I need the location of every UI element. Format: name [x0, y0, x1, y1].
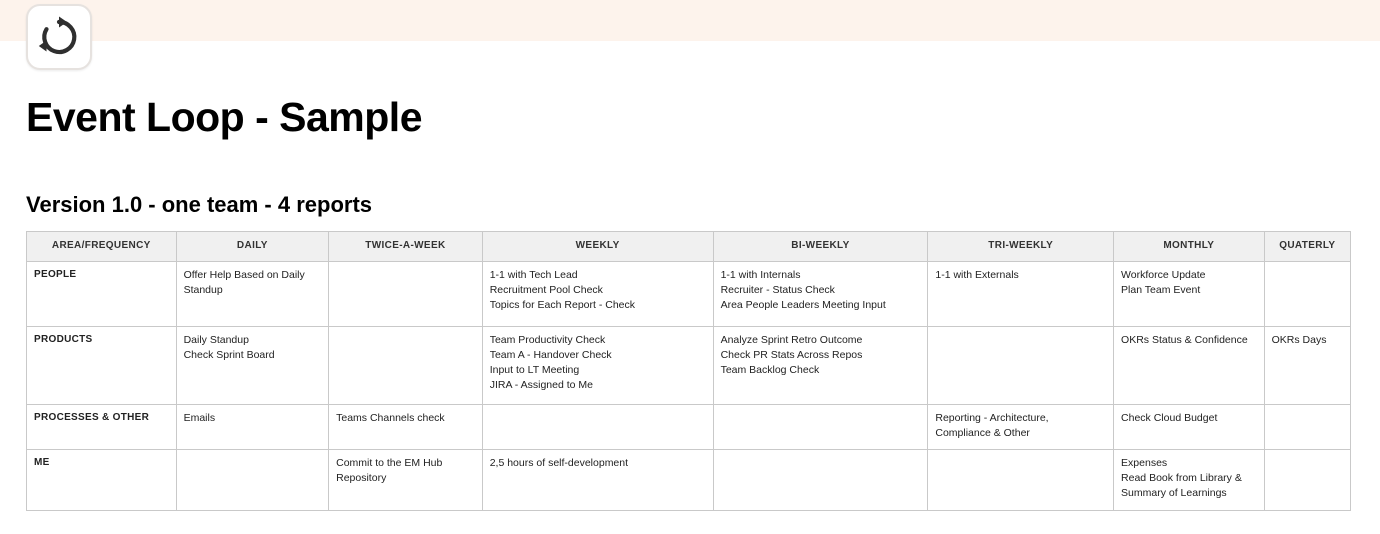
table-header-row [27, 232, 1351, 262]
cell-processes-quaterly [1264, 404, 1350, 449]
cell-me-daily [176, 449, 329, 510]
cell-line: Reporting - Architecture, [935, 411, 1049, 424]
cell-line: Topics for Each Report - Check [489, 298, 636, 311]
cell-line: 1-1 with Externals [935, 268, 1019, 281]
cell-processes-bi-weekly [713, 404, 928, 449]
cell-line: Team Backlog Check [720, 363, 820, 376]
cell-products-weekly [482, 326, 713, 404]
page-title: Event Loop - Sample [26, 94, 422, 140]
cell-line: Standup [183, 283, 223, 296]
row-header-me: ME [27, 449, 177, 510]
cell-me-quaterly [1264, 449, 1350, 510]
cell-me-weekly [482, 449, 713, 510]
cell-people-tri-weekly [928, 261, 1114, 326]
column-header-daily: DAILY [176, 232, 329, 262]
cell-line: Teams Channels check [336, 411, 445, 424]
cell-processes-tri-weekly [928, 404, 1114, 449]
cell-line: OKRs Days [1271, 333, 1327, 346]
cell-processes-monthly [1114, 404, 1265, 449]
table-row [27, 449, 1351, 510]
cell-line: 1-1 with Tech Lead [489, 268, 578, 281]
circular-refresh-loop-icon [37, 15, 81, 59]
cell-line: Check Sprint Board [183, 348, 275, 361]
cell-line: Check PR Stats Across Repos [720, 348, 863, 361]
cell-people-weekly [482, 261, 713, 326]
cell-line: Daily Standup [183, 333, 249, 346]
cell-line: Plan Team Event [1121, 283, 1201, 296]
logo-badge [26, 4, 92, 70]
cell-line: Team Productivity Check [489, 333, 606, 346]
cell-line: Input to LT Meeting [489, 363, 580, 376]
table-row [27, 261, 1351, 326]
cell-people-quaterly [1264, 261, 1350, 326]
cell-line: Recruitment Pool Check [489, 283, 603, 296]
cell-line: Offer Help Based on Daily [183, 268, 305, 281]
cell-line: Analyze Sprint Retro Outcome [720, 333, 863, 346]
cell-people-twice-a-week [329, 261, 483, 326]
cell-products-daily [176, 326, 329, 404]
column-header-quaterly: QUATERLY [1264, 232, 1350, 262]
cell-people-monthly [1114, 261, 1265, 326]
cell-processes-twice-a-week [329, 404, 483, 449]
cell-processes-daily [176, 404, 329, 449]
cell-line: Commit to the EM Hub [336, 456, 443, 469]
row-header-products: PRODUCTS [27, 326, 177, 404]
cell-products-monthly [1114, 326, 1265, 404]
cell-line: Recruiter - Status Check [720, 283, 835, 296]
cell-me-tri-weekly [928, 449, 1114, 510]
cell-line: Check Cloud Budget [1121, 411, 1218, 424]
column-header-monthly: MONTHLY [1114, 232, 1265, 262]
cell-line: 2,5 hours of self-development [489, 456, 629, 469]
cell-products-quaterly [1264, 326, 1350, 404]
cell-line: Team A - Handover Check [489, 348, 612, 361]
cell-line: Expenses [1121, 456, 1168, 469]
cell-me-monthly [1114, 449, 1265, 510]
column-header-weekly: WEEKLY [482, 232, 713, 262]
cell-line: Repository [336, 471, 387, 484]
column-header-tri-weekly: TRI-WEEKLY [928, 232, 1114, 262]
cell-line: Area People Leaders Meeting Input [720, 298, 886, 311]
cell-line: Summary of Learnings [1121, 486, 1227, 499]
event-loop-table [26, 231, 1351, 511]
cell-people-daily [176, 261, 329, 326]
cell-processes-weekly [482, 404, 713, 449]
table-row [27, 404, 1351, 449]
top-banner-bar [0, 0, 1380, 41]
cell-people-bi-weekly [713, 261, 928, 326]
cell-products-tri-weekly [928, 326, 1114, 404]
cell-products-twice-a-week [329, 326, 483, 404]
row-header-processes-and-other: PROCESSES & OTHER [27, 404, 177, 449]
cell-line: OKRs Status & Confidence [1121, 333, 1248, 346]
cell-me-bi-weekly [713, 449, 928, 510]
page-subtitle: Version 1.0 - one team - 4 reports [26, 192, 373, 217]
column-header-bi-weekly: BI-WEEKLY [713, 232, 928, 262]
cell-line: JIRA - Assigned to Me [489, 379, 594, 392]
cell-line: 1-1 with Internals [720, 268, 801, 281]
cell-line: Emails [183, 411, 216, 424]
cell-line: Read Book from Library & [1121, 471, 1242, 484]
cell-me-twice-a-week [329, 449, 483, 510]
column-header-twice-a-week: TWICE-A-WEEK [329, 232, 483, 262]
cell-line: Compliance & Other [935, 426, 1030, 439]
column-header-area: AREA/FREQUENCY [27, 232, 177, 262]
table-row [27, 326, 1351, 404]
cell-line: Workforce Update [1121, 268, 1206, 281]
cell-products-bi-weekly [713, 326, 928, 404]
row-header-people: PEOPLE [27, 261, 177, 326]
